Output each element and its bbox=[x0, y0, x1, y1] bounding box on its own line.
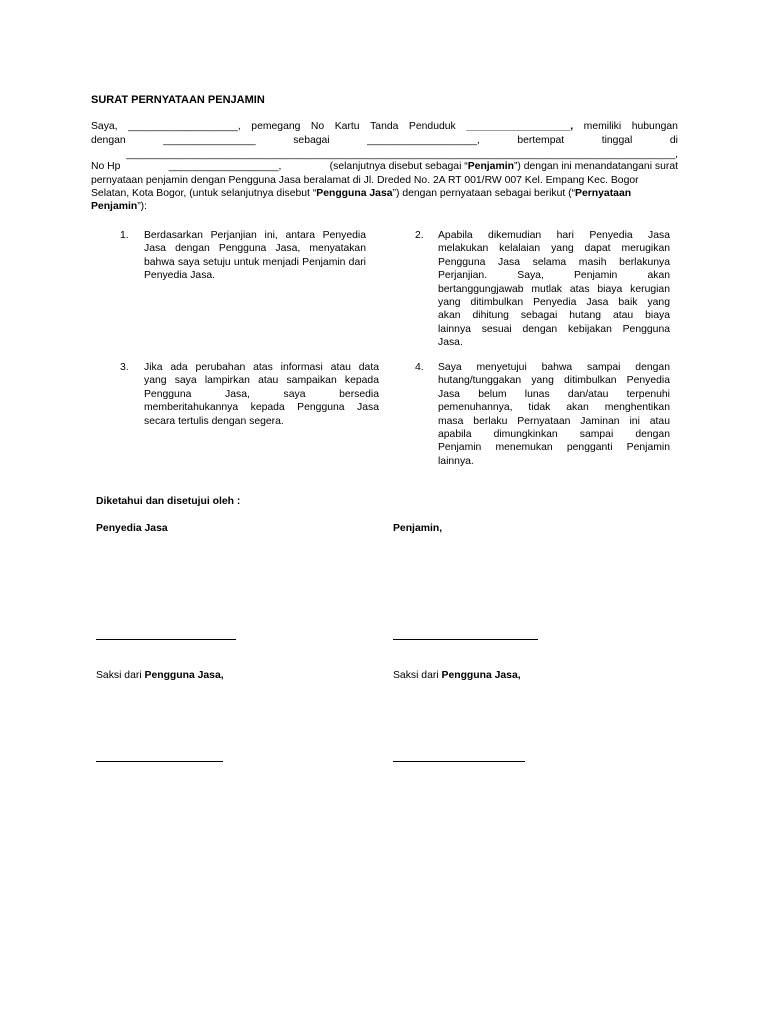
item-number: 3. bbox=[120, 362, 129, 373]
intro-text: tinggal bbox=[601, 135, 633, 146]
item-line: melakukan kelalaian yang dapat merugikan bbox=[438, 243, 670, 255]
intro-text: dengan bbox=[91, 135, 126, 146]
item-line: Pengguna Jasa, saya bersedia bbox=[144, 388, 379, 400]
intro-text: Selatan, Kota Bogor, (untuk selanjutnya disebut “ bbox=[91, 188, 317, 199]
item-line: apabila dimungkinkan sampai dengan bbox=[438, 429, 670, 441]
intro-text: Kartu bbox=[334, 121, 360, 132]
item-line: memberitahukannya kepada Pengguna Jasa bbox=[144, 402, 379, 414]
signatory-label-penjamin: Penjamin, bbox=[393, 523, 443, 534]
intro-line-4 bbox=[91, 160, 678, 173]
intro-text: Penduduk bbox=[408, 121, 456, 132]
bold-term-penjamin: Penjamin bbox=[91, 201, 138, 212]
blank-field-address: _______________________________________________________________________________________________, bbox=[126, 149, 678, 160]
item-line: Penyedia Jasa. bbox=[144, 270, 216, 282]
intro-text: ”) dengan ini menandatangani surat bbox=[513, 161, 678, 172]
witness-prefix: Saksi dari bbox=[393, 670, 439, 681]
item-2-text bbox=[438, 229, 670, 350]
intro-text: No bbox=[310, 121, 325, 132]
intro-text: Tanda bbox=[370, 121, 399, 132]
blank-field-phone: ___________________, bbox=[168, 161, 282, 172]
signature-line-penyedia-jasa bbox=[96, 639, 236, 640]
intro-text: No Hp bbox=[91, 161, 121, 172]
witness-prefix: Saksi dari bbox=[96, 670, 142, 681]
item-4-text bbox=[438, 361, 670, 468]
item-line: Jasa dengan Pengguna Jasa, menyatakan bbox=[144, 243, 366, 255]
item-line: bertanggungjawab mutlak atas biaya kerugian bbox=[438, 283, 670, 295]
signature-line-witness-left bbox=[96, 761, 223, 762]
intro-text: memiliki bbox=[583, 121, 622, 132]
item-line: Jasa belum lunas dan/atau terpenuhi bbox=[438, 388, 670, 400]
intro-line-2 bbox=[91, 134, 678, 147]
signature-line-penjamin bbox=[393, 639, 538, 640]
item-1-text bbox=[144, 229, 366, 283]
intro-text: di bbox=[669, 135, 678, 146]
intro-text: bertempat bbox=[517, 135, 565, 146]
approval-heading: Diketahui dan disetujui oleh : bbox=[96, 496, 241, 507]
item-line: pemenuhannya, tidak akan menghentikan bbox=[438, 402, 670, 414]
item-line: Saya menyetujui bahwa sampai dengan bbox=[438, 362, 670, 373]
intro-text: (selanjutnya disebut sebagai “ bbox=[329, 161, 468, 172]
intro-line-6 bbox=[91, 187, 631, 200]
item-line: akan dihitung sebagai hutang atau biaya bbox=[438, 310, 670, 322]
intro-text: ”): bbox=[137, 201, 148, 212]
intro-text-group bbox=[330, 160, 678, 173]
witness-bold: Pengguna Jasa, bbox=[441, 670, 521, 681]
intro-line-1 bbox=[91, 120, 678, 133]
bold-term-penjamin: Penjamin bbox=[467, 161, 514, 172]
intro-line-7 bbox=[91, 200, 147, 213]
item-line: Perjanjian. Saya, Penjamin akan bbox=[438, 270, 670, 282]
intro-text: sebagai bbox=[293, 135, 330, 146]
witness-label-right bbox=[393, 669, 521, 682]
item-line: masa berlaku Pernyataan Jaminan ini atau bbox=[438, 415, 670, 427]
item-line: Apabila dikemudian hari Penyedia Jasa bbox=[438, 230, 670, 241]
bold-term-pernyataan: Pernyataan bbox=[575, 188, 632, 199]
item-line: hutang/tunggakan yang ditimbulkan Penyedia bbox=[438, 375, 670, 387]
item-line: lainnya sesuai dengan kebijakan Pengguna bbox=[438, 323, 670, 335]
signatory-label-penyedia-jasa: Penyedia Jasa bbox=[96, 523, 168, 534]
item-number: 1. bbox=[120, 230, 129, 241]
item-line: lainnya. bbox=[438, 455, 474, 467]
document-title: SURAT PERNYATAAN PENJAMIN bbox=[91, 94, 265, 106]
blank-field-name: ___________________, bbox=[128, 121, 241, 132]
item-line: Berdasarkan Perjanjian ini, antara Penyedia bbox=[144, 230, 366, 241]
intro-text: ”) dengan pernyataan sebagai berikut (“ bbox=[392, 188, 576, 199]
intro-line-5: pernyataan penjamin dengan Pengguna Jasa beralamat di Jl. Dreded No. 2A RT 001/RW 007 Kel. Empang Kec. Bogor bbox=[91, 175, 639, 186]
intro-text: hubungan bbox=[631, 121, 678, 132]
intro-text: pemegang bbox=[251, 121, 301, 132]
bold-term-pengguna-jasa: Pengguna Jasa bbox=[316, 188, 393, 199]
item-number: 2. bbox=[415, 230, 424, 241]
blank-field-relation: ________________ bbox=[163, 135, 256, 146]
intro-text: Saya, bbox=[91, 121, 118, 132]
signature-line-witness-right bbox=[393, 761, 525, 762]
item-3-text bbox=[144, 361, 379, 428]
item-line: yang ditimbulkan Penyedia Jasa baik yang bbox=[438, 297, 670, 309]
item-line: Jika ada perubahan atas informasi atau data bbox=[144, 362, 379, 373]
item-number: 4. bbox=[415, 362, 424, 373]
blank-field-id-number: __________________, bbox=[466, 121, 574, 132]
item-line: yang saya lampirkan atau sampaikan kepada bbox=[144, 375, 379, 387]
item-line: Penjamin menemukan pengganti Penjamin bbox=[438, 442, 670, 454]
item-line: secara tertulis dengan segera. bbox=[144, 415, 284, 427]
item-line: bahwa saya setuju untuk menjadi Penjamin dari bbox=[144, 256, 366, 268]
witness-bold: Pengguna Jasa, bbox=[144, 670, 224, 681]
item-line: Pengguna Jasa selama masih berlakunya bbox=[438, 256, 670, 268]
item-line: Jasa. bbox=[438, 337, 463, 349]
witness-label-left bbox=[96, 669, 224, 682]
blank-field-role: ___________________, bbox=[367, 135, 480, 146]
